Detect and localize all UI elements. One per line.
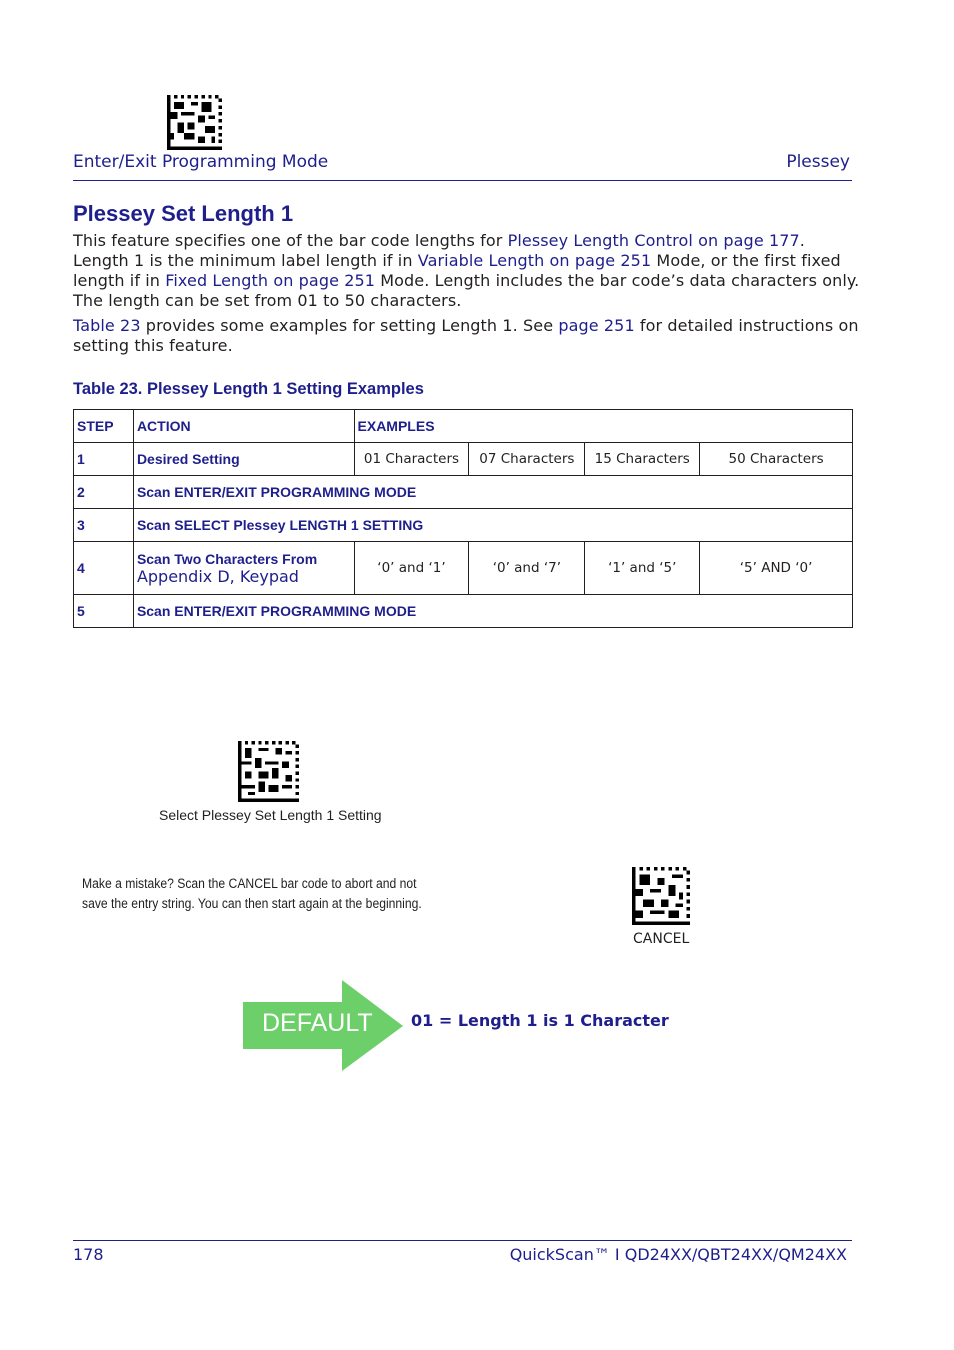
link-variable-length[interactable]: Variable Length on page 251	[417, 251, 652, 270]
example-cell: ‘5’ AND ‘0’	[700, 542, 853, 595]
cancel-caption: CANCEL	[633, 931, 690, 947]
link-appendix-keypad[interactable]: Appendix D, Keypad	[136, 566, 299, 586]
step-action: Desired Setting	[133, 443, 354, 476]
table-row	[74, 476, 853, 509]
select-length-caption: Select Plessey Set Length 1 Setting	[159, 807, 382, 823]
header-chapter-title: Plessey	[786, 152, 850, 172]
cancel-instructions: Make a mistake? Scan the CANCEL bar code to abort and not save the entry string. You can then start again at the beginning.	[82, 876, 422, 911]
link-table-23[interactable]: Table 23	[73, 316, 141, 335]
table-caption: Table 23. Plessey Length 1 Setting Examples	[73, 380, 424, 398]
link-fixed-length[interactable]: Fixed Length on page 251	[165, 271, 376, 290]
enter-exit-barcode-icon	[167, 95, 222, 150]
example-cell: ‘0’ and ‘7’	[469, 542, 585, 595]
header-examples: EXAMPLES	[354, 410, 852, 443]
step-number: 4	[74, 542, 134, 595]
page-number: 178	[73, 1245, 104, 1264]
table-row	[74, 443, 853, 476]
step-number: 1	[74, 443, 134, 476]
link-length-control[interactable]: Plessey Length Control on page 177	[507, 231, 800, 250]
description-paragraph: This feature specifies one of the bar code lengths for Plessey Length Control on page 177. Length 1 is the minimum label length if in Variable Length on page 251 Mode, or the first fixed length if in Fixed Length on page 251 Mode. Length includes the bar code’s data characters only. The length can be set from 01 to 50 characters.	[73, 231, 860, 310]
header-action: ACTION	[133, 410, 354, 443]
step-action: Scan ENTER/EXIT PROGRAMMING MODE	[133, 595, 852, 628]
step-action: Scan Two Characters From Appendix D, Keypad	[133, 542, 354, 595]
select-length-barcode-icon	[238, 741, 299, 802]
cancel-barcode-icon	[632, 867, 690, 925]
instructions-paragraph: Table 23 provides some examples for setting Length 1. See page 251 for detailed instructions on setting this feature.	[73, 316, 859, 355]
default-description: 01 = Length 1 is 1 Character	[411, 1011, 669, 1030]
table-row	[74, 509, 853, 542]
step-action: Scan SELECT Plessey LENGTH 1 SETTING	[133, 509, 852, 542]
table-header-row	[74, 410, 853, 443]
example-cell: 50 Characters	[700, 443, 853, 476]
table-row	[74, 542, 853, 595]
link-page-251[interactable]: page 251	[558, 316, 635, 335]
step-number: 2	[74, 476, 134, 509]
example-cell: ‘1’ and ‘5’	[585, 542, 700, 595]
example-cell: 07 Characters	[469, 443, 585, 476]
settings-table	[73, 409, 853, 628]
default-label: DEFAULT	[262, 1009, 373, 1037]
example-cell: 01 Characters	[354, 443, 469, 476]
step-number: 5	[74, 595, 134, 628]
table-row	[74, 595, 853, 628]
step-action: Scan ENTER/EXIT PROGRAMMING MODE	[133, 476, 852, 509]
example-cell: 15 Characters	[585, 443, 700, 476]
example-cell: ‘0’ and ‘1’	[354, 542, 469, 595]
header-divider	[73, 180, 852, 181]
footer-divider	[73, 1240, 852, 1241]
page-title: Plessey Set Length 1	[73, 201, 294, 226]
header-step: STEP	[74, 410, 134, 443]
product-name: QuickScan™ I QD24XX/QBT24XX/QM24XX	[509, 1245, 847, 1264]
header-section-title: Enter/Exit Programming Mode	[73, 152, 329, 172]
step-number: 3	[74, 509, 134, 542]
